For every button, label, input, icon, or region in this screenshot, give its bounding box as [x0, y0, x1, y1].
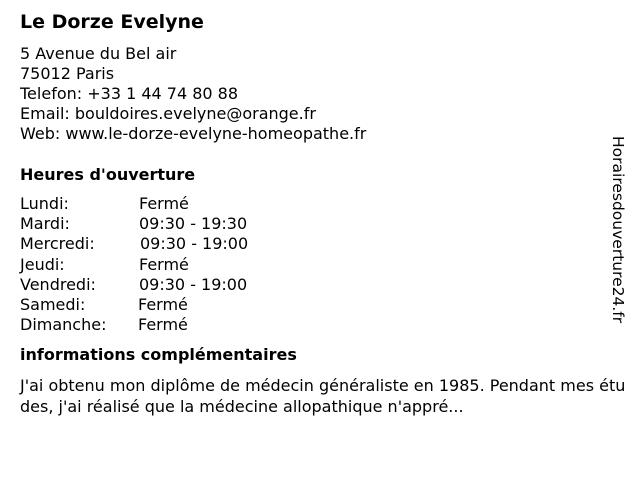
- hours-row-tuesday: [20, 214, 624, 234]
- hours-value: Fermé: [139, 254, 189, 274]
- hours-value: Fermé: [139, 194, 189, 213]
- web-line: Web: www.le-dorze-evelyne-homeopathe.fr: [20, 124, 367, 143]
- hours-value: 09:30 - 19:00: [139, 274, 248, 294]
- address-street: 5 Avenue du Bel air: [20, 44, 177, 63]
- hours-table: [20, 194, 624, 335]
- day-label: Mercredi:: [20, 234, 95, 254]
- day-label: Vendredi:: [20, 274, 96, 294]
- hours-value: Fermé: [138, 315, 188, 335]
- day-label: Mardi:: [20, 214, 70, 234]
- info-description: J'ai obtenu mon diplôme de médecin généraliste en 1985. Pendant mes études, j'ai réalisé que la médecine allopathique n'appré...: [20, 376, 626, 417]
- hours-row-sunday: [20, 315, 624, 335]
- hours-row-wednesday: [20, 234, 624, 254]
- business-name: Le Dorze Evelyne: [20, 11, 204, 33]
- info-heading: informations complémentaires: [20, 345, 297, 365]
- email-line: Email: bouldoires.evelyne@orange.fr: [20, 104, 316, 123]
- phone-line: Telefon: +33 1 44 74 80 88: [20, 84, 239, 103]
- hours-value: 09:30 - 19:30: [139, 214, 248, 234]
- hours-row-monday: [20, 194, 624, 214]
- business-card: [20, 10, 624, 417]
- day-label: Dimanche:: [20, 315, 107, 335]
- hours-heading: Heures d'ouverture: [20, 165, 196, 184]
- site-watermark: Horairesdouverture24.fr: [609, 136, 627, 324]
- hours-row-friday: [20, 275, 624, 295]
- hours-row-thursday: [20, 255, 624, 275]
- day-label: Lundi:: [20, 194, 69, 213]
- hours-value: Fermé: [138, 295, 188, 315]
- contact-block: [20, 44, 624, 144]
- address-city: 75012 Paris: [20, 64, 115, 83]
- hours-value: 09:30 - 19:00: [140, 234, 249, 254]
- hours-row-saturday: [20, 295, 624, 315]
- day-label: Samedi:: [20, 295, 86, 315]
- day-label: Jeudi:: [20, 254, 65, 274]
